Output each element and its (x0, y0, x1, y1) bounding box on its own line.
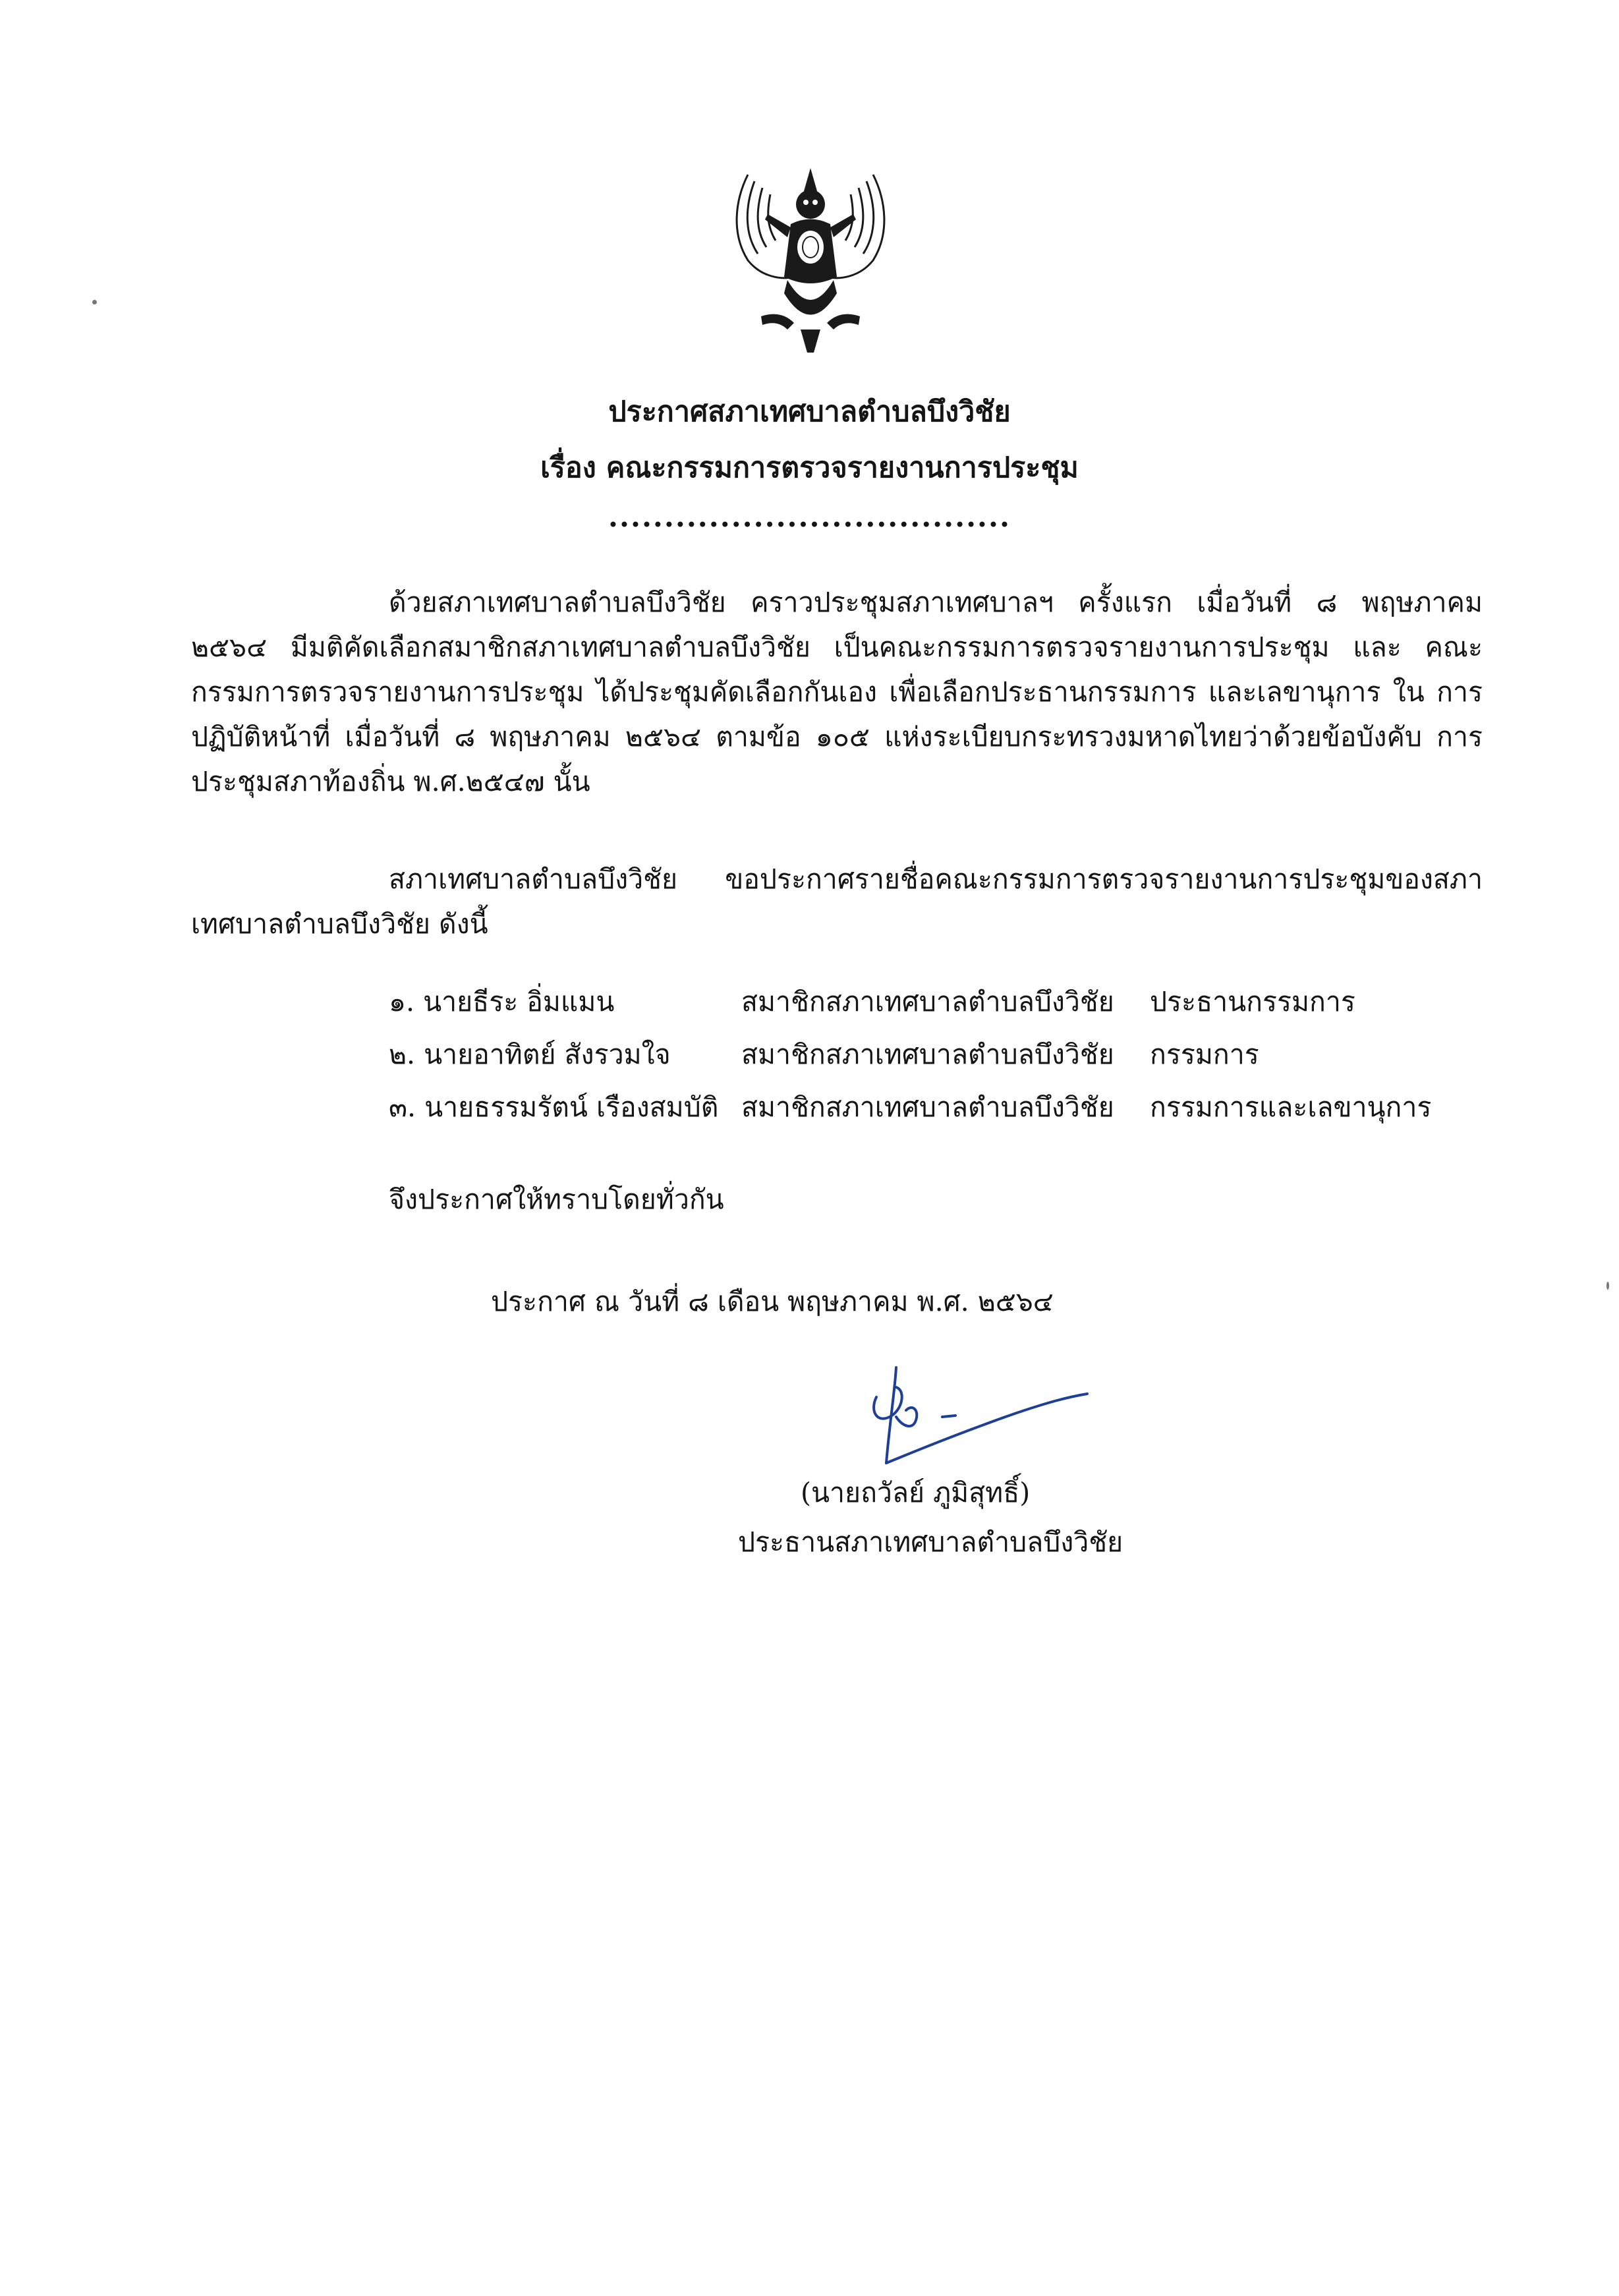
signer-name: (นายถวัลย์ ภูมิสุทธิ์) (801, 1477, 1031, 1508)
member-role: ประธานกรรมการ (1150, 986, 1355, 1018)
title-divider: .................................... (608, 501, 1011, 534)
signer-position: ประธานสภาเทศบาลตำบลบึงวิชัย (738, 1526, 1123, 1558)
garuda-emblem (722, 161, 899, 359)
scan-speck (92, 300, 97, 304)
scan-speck (1606, 1282, 1609, 1290)
paragraph-intro (191, 580, 1483, 804)
closing-statement: จึงประกาศให้ทราบโดยทั่วกัน (389, 1184, 724, 1215)
member-role: กรรมการ (1150, 1039, 1259, 1070)
member-role: กรรมการและเลขานุการ (1150, 1091, 1432, 1123)
member-org: สมาชิกสภาเทศบาลตำบลบึงวิชัย (741, 986, 1114, 1018)
handwritten-signature (850, 1364, 1114, 1489)
member-name: ๒. นายอาทิตย์ สังรวมใจ (389, 1039, 671, 1070)
announcement-title: ประกาศสภาเทศบาลตำบลบึงวิชัย (608, 395, 1011, 428)
member-name: ๑. นายธีระ อิ่มแมน (389, 986, 615, 1018)
paragraph-intro-text: ด้วยสภาเทศบาลตำบลบึงวิชัย คราวประชุมสภาเทศบาลฯ ครั้งแรก เมื่อวันที่ ๘ พฤษภาคม ๒๕๖๔ มีมติคัดเลือกสมาชิกสภาเทศบาลตำบลบึงวิชัย เป็นคณะกรรมการตรวจรายงานการประชุม และ คณะกรรมการตรวจรายงานการประชุม ได้ประชุมคัดเลือกกันเอง เพื่อเลือกประธานกรรมการ และเลขานุการ ใน การปฏิบัติหน้าที่ เมื่อวันที่ ๘ พฤษภาคม ๒๕๖๔ ตามข้อ ๑๐๕ แห่งระเบียบกระทรวงมหาดไทยว่าด้วยข้อบังคับ การประชุมสภาท้องถิ่น พ.ศ.๒๕๔๗ นั้น (191, 587, 1483, 797)
paragraph-announce (191, 857, 1483, 946)
member-org: สมาชิกสภาเทศบาลตำบลบึงวิชัย (741, 1039, 1114, 1070)
paragraph-announce-text: สภาเทศบาลตำบลบึงวิชัย ขอประกาศรายชื่อคณะกรรมการตรวจรายงานการประชุมของสภา เทศบาลตำบลบึงวิชัย ดังนี้ (191, 863, 1483, 940)
announcement-date: ประกาศ ณ วันที่ ๘ เดือน พฤษภาคม พ.ศ. ๒๕๖๔ (491, 1286, 1054, 1317)
member-name: ๓. นายธรรมรัตน์ เรืองสมบัติ (389, 1091, 719, 1123)
member-org: สมาชิกสภาเทศบาลตำบลบึงวิชัย (741, 1091, 1114, 1123)
announcement-subject: เรื่อง คณะกรรมการตรวจรายงานการประชุม (540, 451, 1079, 484)
